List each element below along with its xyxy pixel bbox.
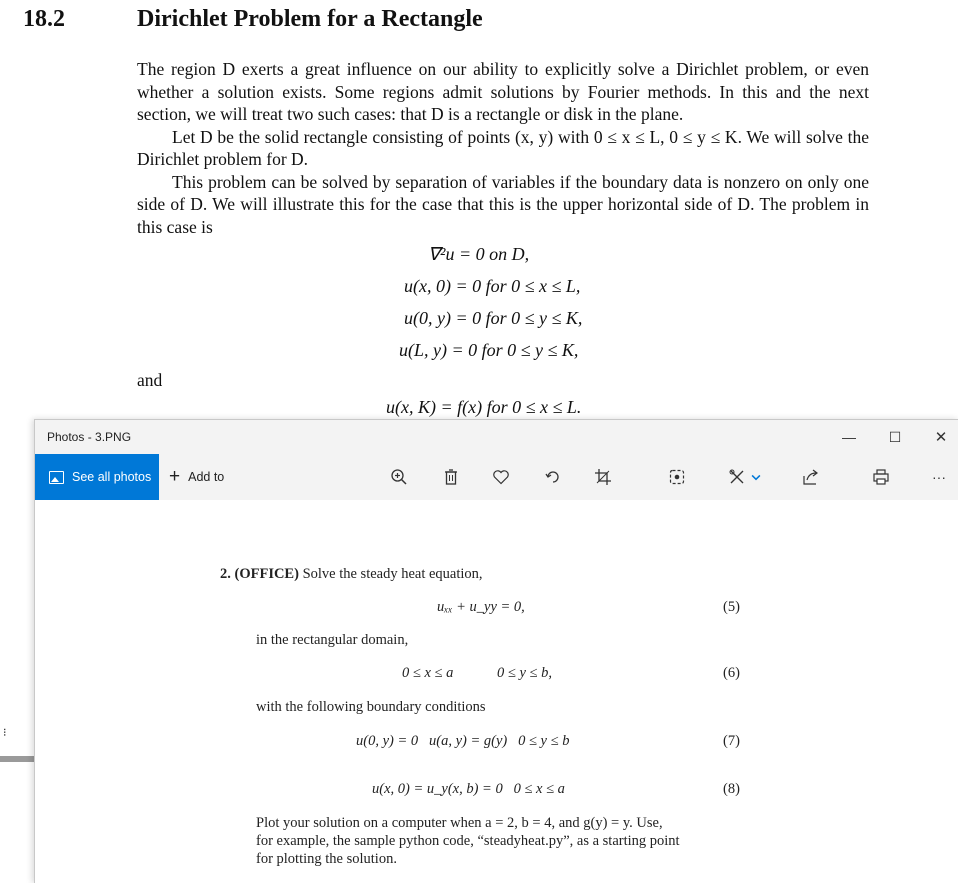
chevron-down-icon[interactable] [749,465,763,489]
share-icon[interactable] [799,465,823,489]
edit-icon[interactable] [725,465,749,489]
minimize-button[interactable]: — [842,429,856,445]
body-text [137,58,869,238]
problem-label: 2. (OFFICE) [220,566,299,582]
rotate-icon[interactable] [541,465,565,489]
margin-bar [0,756,34,762]
paragraph-3: This problem can be solved by separation of variables if the boundary data is nonzero on only one side of D. We will illustrate this for the case that this is the upper horizontal side of D. The problem in this case is [137,171,869,237]
equation-number-5: (5) [723,599,740,615]
boundary-text: with the following boundary conditions [256,699,486,715]
more-button[interactable]: ··· [932,469,946,485]
zoom-in-icon[interactable] [387,465,411,489]
equation-number-8: (8) [723,781,740,797]
title-bar[interactable] [35,420,958,454]
see-all-photos-label: See all photos [72,470,152,484]
paragraph-2: Let D be the solid rectangle consisting of points (x, y) with 0 ≤ x ≤ L, 0 ≤ y ≤ K. We will solve the Dirichlet problem for D. [137,126,869,169]
window-title: Photos - 3.PNG [47,430,132,444]
section-title: Dirichlet Problem for a Rectangle [137,6,483,32]
photo-icon [49,471,64,484]
see-all-photos-button[interactable] [35,454,159,500]
equation-bottom-bc: u(x, 0) = 0 for 0 ≤ x ≤ L, [404,276,581,296]
plus-icon: + [169,466,181,487]
print-icon[interactable] [869,465,893,489]
favorite-icon[interactable] [489,465,513,489]
equation-right-bc: u(L, y) = 0 for 0 ≤ y ≤ K, [399,340,579,360]
equation-bottom-top-bcs: u(x, 0) = u_y(x, b) = 0 0 ≤ x ≤ a [372,781,565,797]
equation-top-bc: u(x, K) = f(x) for 0 ≤ x ≤ L. [386,397,582,417]
add-to-button[interactable] [169,454,224,500]
image-viewer[interactable] [35,500,958,883]
equation-number-6: (6) [723,665,740,681]
equation-y-range: 0 ≤ y ≤ b, [497,665,552,681]
equation-left-bc: u(0, y) = 0 for 0 ≤ y ≤ K, [404,308,583,328]
delete-icon[interactable] [439,465,463,489]
equation-side-bcs: u(0, y) = 0 u(a, y) = g(y) 0 ≤ y ≤ b [356,733,570,749]
plot-text-line-1: Plot your solution on a computer when a = 2, b = 4, and g(y) = y. Use, [256,815,663,831]
paragraph-1: The region D exerts a great influence on our ability to explicitly solve a Dirichlet problem, or even whether a solution exists. Some regions admit solutions by Fourier methods. In this and the next section, we will treat two such cases: that D is a rectangle or disk in the plane. [137,59,869,124]
crop-icon[interactable] [591,465,615,489]
problem-intro: Solve the steady heat equation, [302,566,483,582]
enhance-icon[interactable] [665,465,689,489]
section-number: 18.2 [23,6,65,32]
toolbar [35,454,958,500]
plot-text-line-3: for plotting the solution. [256,851,397,867]
margin-glyph: ⁝ [3,727,7,739]
close-button[interactable]: ✕ [934,429,948,446]
maximize-button[interactable]: ☐ [888,428,902,445]
plot-text-line-2: for example, the sample python code, “steadyheat.py”, as a starting point [256,833,680,849]
domain-text: in the rectangular domain, [256,632,409,648]
photos-window [34,419,958,883]
problem-heading [220,566,483,583]
equation-heat: uₓₓ + u_yy = 0, [437,599,525,615]
and-label: and [137,370,163,390]
add-to-label: Add to [188,470,225,484]
equation-number-7: (7) [723,733,740,749]
equation-laplace: ∇²u = 0 on D, [428,244,530,264]
equation-x-range: 0 ≤ x ≤ a [402,665,454,681]
